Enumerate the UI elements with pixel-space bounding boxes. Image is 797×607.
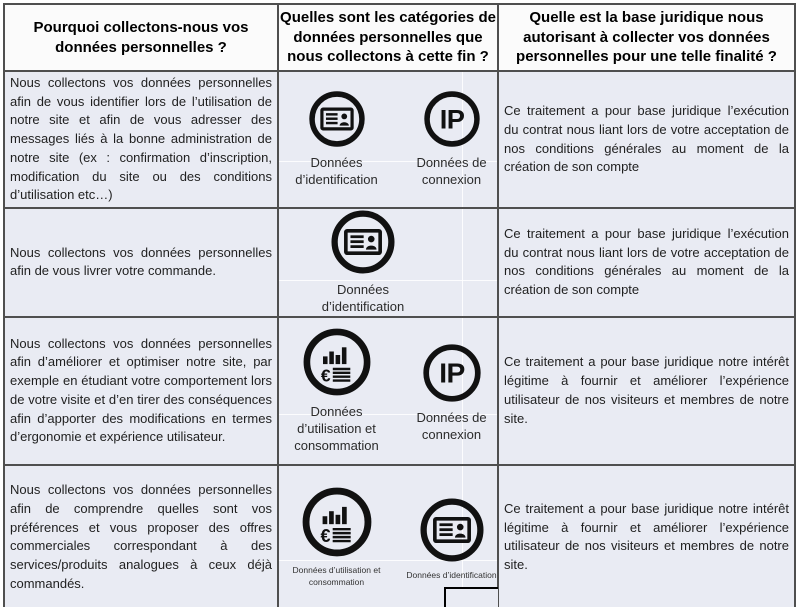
legal-basis-cell [498, 465, 795, 607]
empty-nested-cell [444, 587, 498, 607]
category-item [315, 209, 411, 316]
category-label: Données d’identification [295, 155, 378, 188]
legal-basis-text: Ce traitement a pour base juridique notre intérêt légitime à fournir et améliorer l’expérience utilisateur de nos visiteurs et membres de notre site. [504, 354, 789, 426]
table-row [4, 465, 795, 607]
purpose-cell [4, 465, 278, 607]
col-header-purpose: Pourquoi collectons-nous vos données personnelles ? [4, 4, 278, 71]
category-label: Données de connexion [416, 409, 487, 442]
categories-cell [278, 465, 498, 607]
ip-icon [423, 90, 481, 148]
legal-basis-cell [498, 317, 795, 465]
legal-basis-cell [498, 208, 795, 317]
category-label: Données d’utilisation et consommation [292, 565, 381, 587]
data-collection-table [3, 3, 796, 607]
purpose-cell [4, 317, 278, 465]
category-item [291, 90, 382, 189]
id-card-icon [330, 209, 396, 275]
category-item [291, 327, 382, 455]
col-header-categories: Quelles sont les catégories de données personnelles que nous collectons à cette fin ? [278, 4, 498, 71]
table-row [4, 71, 795, 208]
legal-basis-cell [498, 71, 795, 208]
purpose-cell [4, 71, 278, 208]
purpose-text: Nous collectons vos données personnelles afin de comprendre quelles sont vos préférences et vous proposer des offres commerciales correspondant à des services/produits analogues à ceux déjà commandés. [10, 482, 272, 591]
categories-cell [278, 71, 498, 208]
category-label: Données d’utilisation et consommation [294, 403, 379, 453]
col-header-legal-basis: Quelle est la base juridique nous autorisant à collecter vos données personnelles pour une telle finalité ? [498, 4, 795, 71]
category-item [406, 338, 497, 444]
category-item [406, 90, 497, 189]
id-card-icon [308, 90, 366, 148]
category-label: Données d’identification [406, 569, 497, 580]
categories-cell [278, 317, 498, 465]
legal-basis-text: Ce traitement a pour base juridique l’exécution du contrat nous liant lors de votre acceptation de nos conditions générales au moment de la création de son compte [504, 103, 789, 175]
legal-basis-text: Ce traitement a pour base juridique l’exécution du contrat nous liant lors de votre acceptation de nos conditions générales au moment de la création de son compte [504, 225, 789, 298]
ip-icon [422, 343, 482, 403]
category-label: Données d’identification [321, 282, 405, 314]
category-item [406, 494, 497, 581]
purpose-text: Nous collectons vos données personnelles afin de vous livrer votre commande. [10, 244, 272, 279]
purpose-text: Nous collectons vos données personnelles afin de vous identifier lors de l’utilisation de notre site et afin de vous adresser des messages liés à la bonne administration de notre site (ex : confirmation d’inscription, modification du site ou des conditions d’utilisation etc…) [10, 75, 272, 203]
purpose-text: Nous collectons vos données personnelles afin d’améliorer et optimiser notre site, par exemple en étudiant votre comportement lors de votre visite et d’en tirer des conséquences afin d’apporter des modifications en termes d’ergonomie et expérience utilisateur. [10, 335, 272, 445]
category-item [291, 486, 382, 588]
table-row [4, 317, 795, 465]
id-card-icon [419, 497, 485, 563]
usage-consumption-icon [301, 486, 373, 558]
usage-consumption-icon [302, 327, 372, 397]
categories-cell [278, 208, 498, 317]
purpose-cell [4, 208, 278, 317]
legal-basis-text: Ce traitement a pour base juridique notre intérêt légitime à fournir et améliorer l’expérience utilisateur de nos visiteurs et membres de notre site. [504, 500, 789, 573]
category-label: Données de connexion [416, 155, 487, 188]
header-row [4, 4, 795, 71]
table-row [4, 208, 795, 317]
